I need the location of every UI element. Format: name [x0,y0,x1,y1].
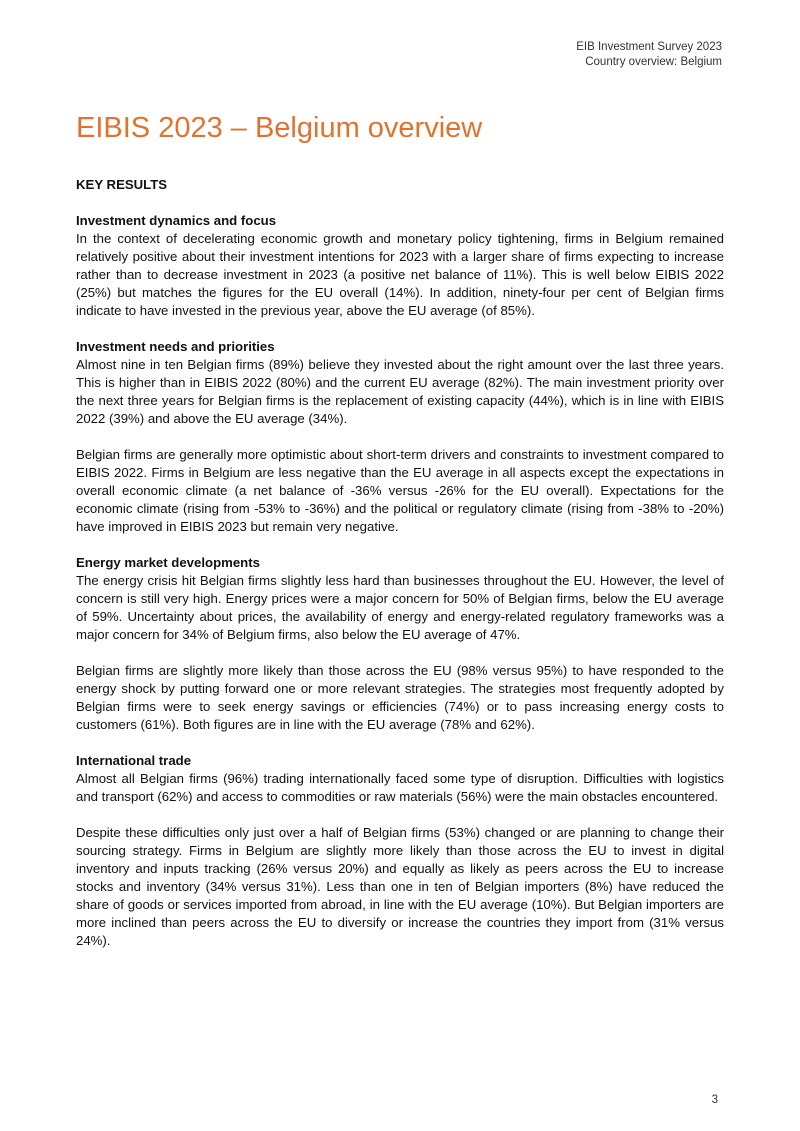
key-results-heading: KEY RESULTS [76,177,168,192]
paragraph: Almost all Belgian firms (96%) trading internationally faced some type of disruption. Difficulties with logistics and transport (62%) and access to commodities or raw materials (56%) were the main obstacles encountered. [76,771,724,804]
document-body [76,176,724,968]
section-heading: Energy market developments [76,555,260,570]
section-investment-dynamics [76,212,724,320]
section-heading: Investment dynamics and focus [76,213,277,228]
page-title: EIBIS 2023 – Belgium overview [76,112,483,144]
running-header-line-1: EIB Investment Survey 2023 [576,41,722,53]
running-header [576,40,722,70]
section-investment-needs [76,338,724,536]
running-header-line-2: Country overview: Belgium [585,56,722,68]
paragraph: Despite these difficulties only just over a half of Belgian firms (53%) changed or are planning to change their sourcing strategy. Firms in Belgium are slightly more likely than those across the EU to invest in digital inventory and inputs tracking (26% versus 20%) and equally as likely as peers across the EU to increase stocks and inventory (34% versus 31%). Less than one in ten of Belgian importers (8%) have reduced the share of goods or services imported from abroad, in line with the EU average (10%). But Belgian importers are more inclined than peers across the EU to diversify or increase the countries they import from (31% versus 24%). [76,825,724,948]
section-heading: International trade [76,753,192,768]
section-international-trade [76,752,724,950]
paragraph: In the context of decelerating economic growth and monetary policy tightening, firms in Belgium remained relatively positive about their investment intentions for 2023 with a larger share of firms expecting to increase rather than to decrease investment in 2023 (a positive net balance of 11%). This is well below EIBIS 2022 (25%) but matches the figures for the EU overall (14%). In addition, ninety-four per cent of Belgian firms indicate to have invested in the previous year, above the EU average (of 85%). [76,231,724,318]
paragraph: Belgian firms are generally more optimistic about short-term drivers and constraints to investment compared to EIBIS 2022. Firms in Belgium are less negative than the EU average in all aspects except the expectations in overall economic climate (a net balance of -36% versus -26% for the EU overall). Expectations for the economic climate (rising from -53% to -36%) and the political or regulatory climate (rising from -38% to -20%) have improved in EIBIS 2023 but remain very negative. [76,447,724,534]
paragraph: Almost nine in ten Belgian firms (89%) believe they invested about the right amount over the last three years. This is higher than in EIBIS 2022 (80%) and the current EU average (82%). The main investment priority over the next three years for Belgian firms is the replacement of existing capacity (44%), which is in line with EIBIS 2022 (39%) and above the EU average (34%). [76,357,724,426]
paragraph: Belgian firms are slightly more likely than those across the EU (98% versus 95%) to have responded to the energy shock by putting forward one or more relevant strategies. The strategies most frequently adopted by Belgian firms were to seek energy savings or efficiencies (74%) or to pass increasing energy costs to customers (61%). Both figures are in line with the EU average (78% and 62%). [76,663,724,732]
paragraph: The energy crisis hit Belgian firms slightly less hard than businesses throughout the EU. However, the level of concern is still very high. Energy prices were a major concern for 50% of Belgian firms, below the EU average of 59%. Uncertainty about prices, the availability of energy and energy-related regulatory frameworks was a major concern for 34% of Belgium firms, also below the EU average of 47%. [76,573,724,642]
section-energy-market [76,554,724,734]
page-number: 3 [711,1094,718,1106]
section-heading: Investment needs and priorities [76,339,275,354]
